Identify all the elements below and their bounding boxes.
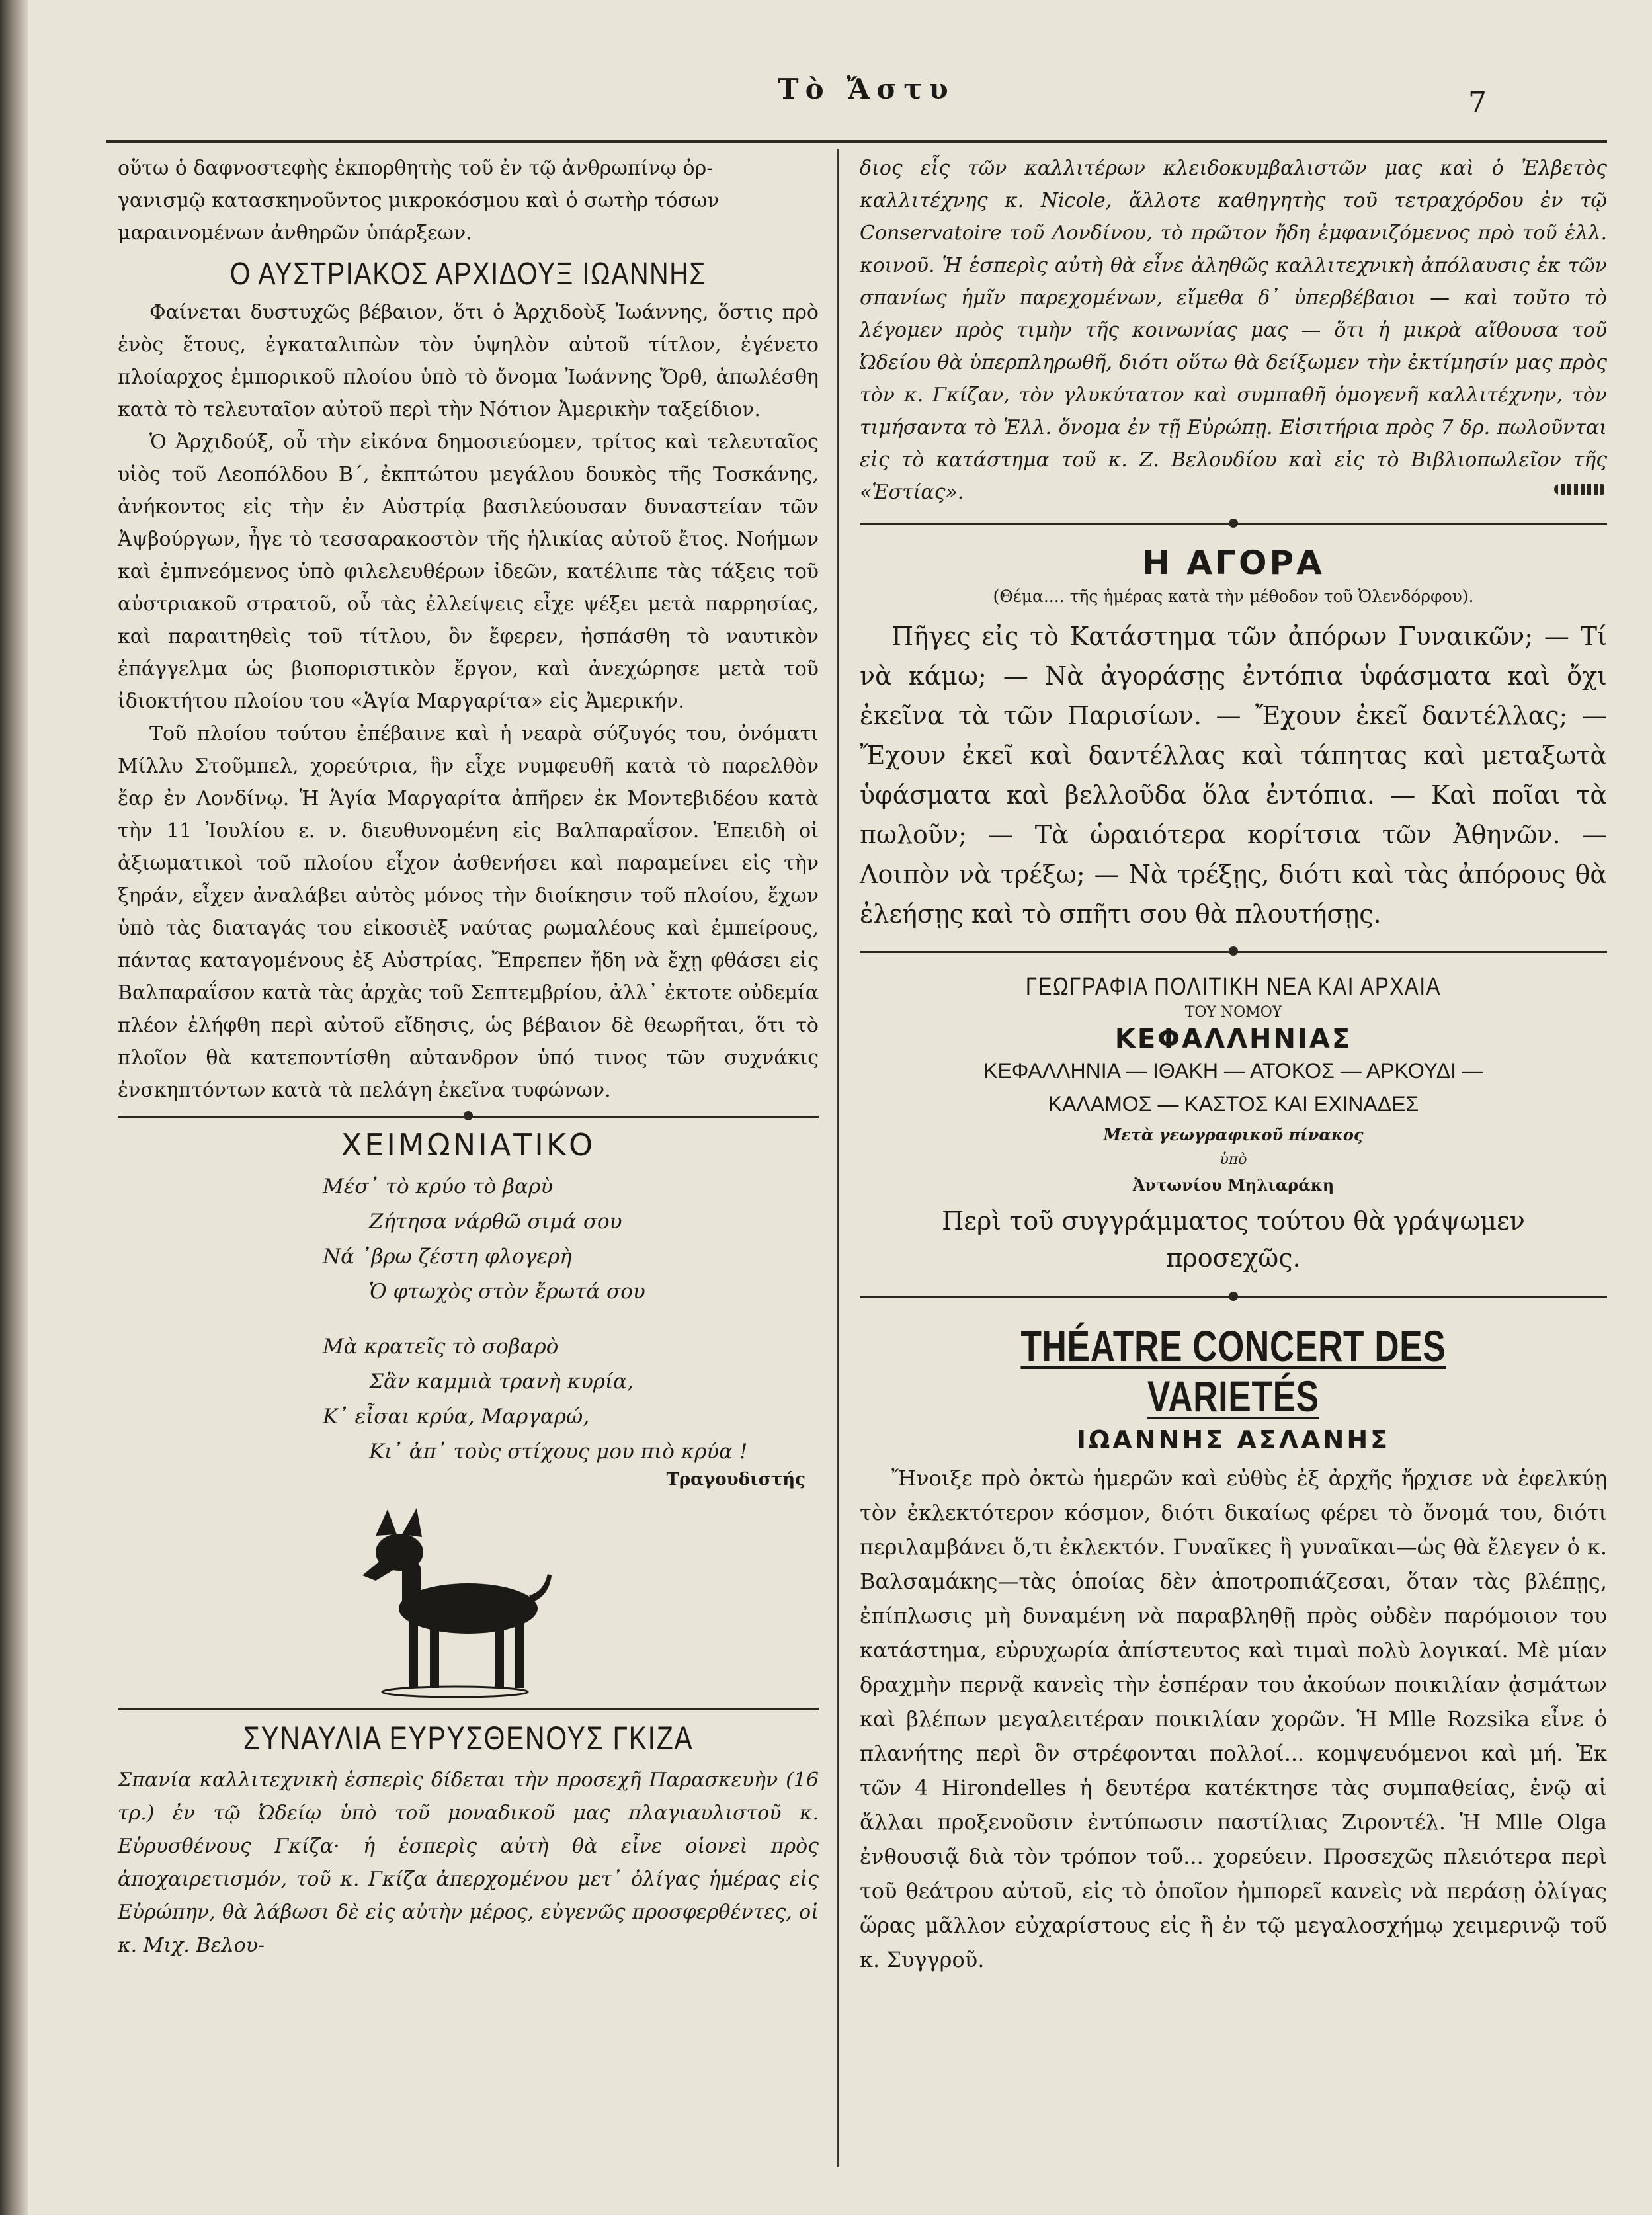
header-rule bbox=[106, 140, 1607, 143]
poem-title: ΧΕΙΜΩΝΙΑΤΙΚΟ bbox=[341, 1127, 596, 1163]
rule-ornament bbox=[1229, 946, 1238, 956]
section-rule bbox=[118, 1708, 819, 1710]
poem-line: Σἂν καμμιὰ τρανὴ κυρία, bbox=[369, 1370, 634, 1394]
ornament-row bbox=[860, 482, 1607, 509]
archduke-paragraph-2: Ὁ Ἀρχιδούξ, οὗ τὴν εἰκόνα δημοσιεύομεν, τρίτος καὶ τελευταῖος υἱὸς τοῦ Λεοπόλδου Β΄, ἐκπτώτου μεγάλου δουκὸς τῆς Τοσκάνης, ἀνήκοντος εἰς τὴν ἐν Αὐστρίᾳ βασιλεύουσαν δυναστείαν τῶν Ἀψβούργων, ἦγε τὸ τεσσαρακοστὸν τῆς ἡλικίας αὐτοῦ ἔτος. Νοήμων καὶ ἐμπνεόμενος ὑπὸ φιλελευθέρων ἰδεῶν, κατέλιπε τὰς τάξεις τοῦ αὐστριακοῦ στρατοῦ, οὗ τὰς ἐλλείψεις εἶχε ψέξει μετὰ παρρησίας, καὶ παραιτηθεὶς τοῦ τίτλου, ὃν ἔφερεν, ἠσπάσθη τὸ ναυτικὸν ἐπάγγελμα ὡς βιοποριστικὸν ἔργον, καὶ ἀνεχώρησε μετὰ τοῦ ἰδιοκτήτου πλοίου του «Ἁγία Μαργαρίτα» εἰς Ἀμερικήν. bbox=[118, 431, 819, 713]
scan-binding-edge bbox=[0, 0, 28, 2215]
concert-title: ΣΥΝΑΥΛΙΑ ΕΥΡΥΣΘΕΝΟΥΣ ΓΚΙΖΑ bbox=[243, 1720, 694, 1757]
poem-line: Κ᾽ εἶσαι κρύα, Μαργαρώ, bbox=[323, 1405, 590, 1429]
geography-note: Περὶ τοῦ συγγράμματος τούτου θὰ γράψωμεν προσεχῶς. bbox=[942, 1206, 1525, 1273]
section-rule bbox=[860, 523, 1607, 525]
geography-title: ΓΕΩΓΡΑΦΙΑ ΠΟΛΙΤΙΚΗ ΝΕΑ ΚΑΙ ΑΡΧΑΙΑ bbox=[1025, 973, 1442, 1001]
theatre-title: THÉATRE CONCERT DES VARIETÉS bbox=[1020, 1321, 1446, 1421]
dog-illustration bbox=[118, 1489, 819, 1708]
geography-by: ὑπὸ bbox=[1219, 1151, 1247, 1168]
poem-line: Κι᾽ ἀπ᾽ τοὺς στίχους μου πιὸ κρύα ! bbox=[369, 1440, 748, 1464]
geography-of: ΤΟΥ ΝΟΜΟΥ bbox=[1184, 1004, 1282, 1021]
poem-stanza-1 bbox=[118, 1169, 819, 1310]
intro-line-1: οὕτω ὁ δαφνοστεφὴς ἐκπορθητὴς τοῦ ἐν τῷ ἀνθρωπίνῳ ὀρ- bbox=[118, 157, 714, 180]
poem-line: Ζήτησα νάρθῶ σιμά σου bbox=[369, 1210, 622, 1233]
archduke-paragraph-1: Φαίνεται δυστυχῶς βέβαιον, ὅτι ὁ Ἀρχιδοὺξ Ἰωάννης, ὅστις πρὸ ἑνὸς ἔτους, ἐγκαταλιπὼν τὸν ὑψηλὸν αὐτοῦ τίτλον, ἐγένετο πλοίαρχος ἐμπορικοῦ πλοίου ὑπὸ τὸ ὄνομα Ἰωάννης Ὄρθ, ἀπωλέσθη κατὰ τὸ τελευταῖον αὐτοῦ περὶ τὴν Νότιον Ἀμερικὴν ταξείδιον. bbox=[118, 301, 819, 421]
section-rule bbox=[118, 1116, 819, 1118]
agora-text: Πῆγες εἰς τὸ Κατάστημα τῶν ἀπόρων Γυναικῶν; — Τί νὰ κάμω; — Νὰ ἀγοράσῃς ἐντόπια ὑφάσματα καὶ ὄχι ἐκεῖνα τὰ τῶν Παρισίων. — Ἔχουν ἐκεῖ δαντέλλας; — Ἔχουν ἐκεῖ καὶ δαντέλλας καὶ τάπητας καὶ μεταξωτὰ ὑφάσματα καὶ βελλοῦδα ὅλα ἐντόπια. — Καὶ ποῖαι τὰ πωλοῦν; — Τὰ ὡραιότερα κορίτσια τῶν Ἀθηνῶν. — Λοιπὸν νὰ τρέξω; — Νὰ τρέξῃς, διότι καὶ τὰς ἀπόρους θὰ ἐλεήσῃς καὶ τὸ σπῆτι σου θὰ πλουτήσῃς. bbox=[860, 622, 1607, 929]
right-column bbox=[860, 152, 1607, 1977]
archduke-article-title: Ο ΑΥΣΤΡΙΑΚΟΣ ΑΡΧΙΔΟΥΞ ΙΩΑΝΝΗΣ bbox=[229, 257, 707, 292]
column-divider bbox=[837, 149, 839, 2167]
intro-line-2: γανισμῷ κατασκηνοῦντος μικροκόσμου καὶ ὁ σωτὴρ τόσων bbox=[118, 189, 720, 212]
poem-line: Ὁ φτωχὸς στὸν ἔρωτά σου bbox=[369, 1280, 645, 1304]
agora-subtitle: (Θέμα.... τῆς ἡμέρας κατὰ τὴν μέθοδον τοῦ Ὀλενδόρφου). bbox=[993, 587, 1474, 606]
poem-line: Μέσ᾽ τὸ κρύο τὸ βαρὺ bbox=[323, 1175, 554, 1198]
geography-map-note: Μετὰ γεωγραφικοῦ πίνακος bbox=[1103, 1125, 1364, 1144]
poem-signature: Τραγουδιστής bbox=[666, 1470, 805, 1489]
newspaper-title: Τὸ Ἄστυ bbox=[778, 73, 955, 105]
page-number: 7 bbox=[1468, 86, 1487, 120]
concert-continued: διος εἷς τῶν καλλιτέρων κλειδοκυμβαλιστῶν μας καὶ ὁ Ἐλβετὸς καλλιτέχνης κ. Nicole, ἄλλοτε καθηγητὴς τοῦ τετραχόρδου ἐν τῷ Conservatoire τοῦ Λονδίνου, τὸ πρῶτον ἤδη ἐμφανιζόμενος πρὸ τοῦ ἑλλ. κοινοῦ. Ἡ ἑσπερὶς αὐτὴ θὰ εἶνε ἀληθῶς καλλιτεχνικὴ ἀπόλαυσις ἐκ τῶν σπανίως ἡμῖν παρεχομένων, εἴμεθα δ᾽ ὑπερβέβαιοι — καὶ τοῦτο τὸ λέγομεν πρὸς τιμὴν τῆς κοινωνίας μας — ὅτι ἡ μικρὰ αἴθουσα τοῦ Ὠδείου θὰ ὑπερπληρωθῆ, διότι οὕτω θὰ δείξωμεν τὴν ἐκτίμησίν μας πρὸς τὸν κ. Γκίζαν, τὸν γλυκύτατον καὶ συμπαθῆ ὁμογενῆ καλλιτέχνην, τὸν τιμήσαντα τὸ Ἑλλ. ὄνομα ἐν τῇ Εὐρώπῃ. Εἰσιτήρια πρὸς 7 δρ. πωλοῦνται εἰς τὸ κατάστημα τοῦ κ. Ζ. Βελουδίου καὶ εἰς τὸ Βιβλιοπωλεῖον τῆς «Ἑστίας». bbox=[860, 157, 1607, 504]
section-rule bbox=[860, 1296, 1607, 1298]
section-rule bbox=[860, 951, 1607, 953]
theatre-owner: ΙΩΑΝΝΗΣ ΑΣΛΑΝΗΣ bbox=[1076, 1425, 1391, 1454]
poem-stanza-2 bbox=[118, 1329, 819, 1470]
geography-region: ΚΕΦΑΛΛΗΝΙΑΣ bbox=[1114, 1024, 1352, 1054]
agora-title: Η ΑΓΟΡΑ bbox=[1142, 544, 1325, 582]
geography-author: Ἀντωνίου Μηλιαράκη bbox=[1132, 1175, 1335, 1194]
intro-line-3: μαραινομένων ἀνθηρῶν ὑπάρξεων. bbox=[118, 222, 472, 245]
geography-places-1: ΚΕΦΑΛΛΗΝΙΑ — ΙΘΑΚΗ — ΑΤΟΚΟΣ — ΑΡΚΟΥΔΙ — bbox=[983, 1059, 1483, 1083]
ornament-icon bbox=[1554, 484, 1607, 495]
archduke-paragraph-3: Τοῦ πλοίου τούτου ἐπέβαινε καὶ ἡ νεαρὰ σύζυγός του, ὀνόματι Μίλλυ Στοῦμπελ, χορεύτρια, ἣν εἶχε νυμφευθῆ κατὰ τὸ παρελθὸν ἔαρ ἐν Λονδίνῳ. Ἡ Ἁγία Μαργαρίτα ἀπῆρεν ἐκ Μοντεβιδέου κατὰ τὴν 11 Ἰουλίου ε. ν. διευθυνομένη εἰς Βαλπαραΐσον. Ἐπειδὴ οἱ ἀξιωματικοὶ τοῦ πλοίου εἶχον ἀσθενήσει καὶ παραμείνει εἰς τὴν ξηράν, εἶχεν ἀναλάβει αὐτὸς μόνος τὴν διοίκησιν τοῦ πλοίου, ἔχων ὑπὸ τὰς διαταγάς του εἰκοσιὲξ ναύτας ρωμαλέους καὶ ἐμπείρους, πάντας καταγομένους ἐξ Αὐστρίας. Ἔπρεπεν ἤδη νὰ ἔχῃ φθάσει εἰς Βαλπαραΐσον κατὰ τὰς ἀρχὰς τοῦ Σεπτεμβρίου, ἀλλ᾽ ἐκτοτε οὐδεμία πλέον ἐλήφθη περὶ αὐτοῦ εἴδησις, ὡς βέβαιον δὲ θεωρῆται, ὅτι τὸ πλοῖον θὰ κατεποντίσθη αὐτανδρον ὑπό τινος τῶν συχνάκις ἐνσκηπτόντων κατὰ τὰ πελάγη ἐκεῖνα τυφώνων. bbox=[118, 722, 819, 1102]
rule-ornament bbox=[1229, 1292, 1238, 1301]
poem-line: Μὰ κρατεῖς τὸ σοβαρὸ bbox=[323, 1335, 559, 1358]
left-column bbox=[118, 152, 819, 1962]
newspaper-page bbox=[40, 0, 1627, 2215]
rule-ornament bbox=[1229, 519, 1238, 528]
rule-ornament bbox=[464, 1111, 473, 1120]
theatre-text: Ἤνοιξε πρὸ ὀκτὼ ἡμερῶν καὶ εὐθὺς ἐξ ἀρχῆς ἤρχισε νὰ ἑφελκύῃ τὸν ἐκλεκτότερον κόσμον, διότι δικαίως φέρει τὸ ὄνομά του, διότι περιλαμβάνει ὅ,τι ἐκλεκτόν. Γυναῖκες ἢ γυναῖκαι—ὡς θὰ ἔλεγεν ὁ κ. Βαλσαμάκης—τὰς ὁποίας δὲν ἀποτροπιάζεσαι, ὅταν τὰς βλέπῃς, ἐπίπλωσις μὴ δυναμένη νὰ παραβληθῇ πρὸς οὐδὲν παρόμοιον του κατάστημα, εὐρυχωρία ἀπίστευτος καὶ τιμαὶ πολὺ λογικαί. Μὲ μίαν δραχμὴν περνᾷ κανεὶς τὴν ἑσπέραν του ἀκούων ποικιλίαν ᾀσμάτων καὶ βλέπων μεγαλειτέραν ποικιλίαν χορῶν. Ἡ Mlle Rozsika εἶνε ὁ πλανήτης περὶ ὃν στρέφονται πολλοί... κομψευόμενοι καὶ μή. Ἐκ τῶν 4 Hirondelles ἡ δευτέρα κατέκτησε τὰς συμπαθείας, ἐνῷ αἱ ἄλλαι προξενοῦσιν ἐντύπωσιν παστίλιας Ζιροντέλ. Ἡ Mlle Olga ἐνθουσιᾷ διὰ τὸν τρόπον τοῦ... χορεύειν. Προσεχῶς πλειότερα περὶ τοῦ θεάτρου αὐτοῦ, εἰς τὸ ὁποῖον ἠμπορεῖ κανεὶς νὰ περάσῃ ὀλίγας ὥρας μᾶλλον εὐχαρίστους εἰς ἢ ἐν τῷ μεγαλοσχήμῳ χειμερινῷ τοῦ κ. Συγγροῦ. bbox=[860, 1466, 1607, 1972]
concert-text: Σπανία καλλιτεχνικὴ ἑσπερὶς δίδεται τὴν προσεχῆ Παρασκευὴν (16 τρ.) ἐν τῷ Ὠδείῳ ὑπὸ τοῦ μοναδικοῦ μας πλαγιαυλιστοῦ κ. Εὐρυσθένους Γκίζα· ἡ ἑσπερὶς αὐτὴ θὰ εἶνε οἱονεὶ πρὸς ἀποχαιρετισμόν, τοῦ κ. Γκίζα ἀπερχομένου μετ᾽ ὀλίγας ἡμέρας εἰς Εὐρώπην, θὰ λάβωσι δὲ εἰς αὐτὴν μέρος, εὐγενῶς προσφερθέντες, οἱ κ. Μιχ. Βελου- bbox=[118, 1769, 819, 1957]
geography-places-2: ΚΑΛΑΜΟΣ — ΚΑΣΤΟΣ ΚΑΙ ΕΧΙΝΑΔΕΣ bbox=[1048, 1092, 1419, 1116]
poem-line: Νά ᾽βρω ζέστη φλογερὴ bbox=[323, 1245, 572, 1269]
dog-icon bbox=[356, 1496, 554, 1701]
